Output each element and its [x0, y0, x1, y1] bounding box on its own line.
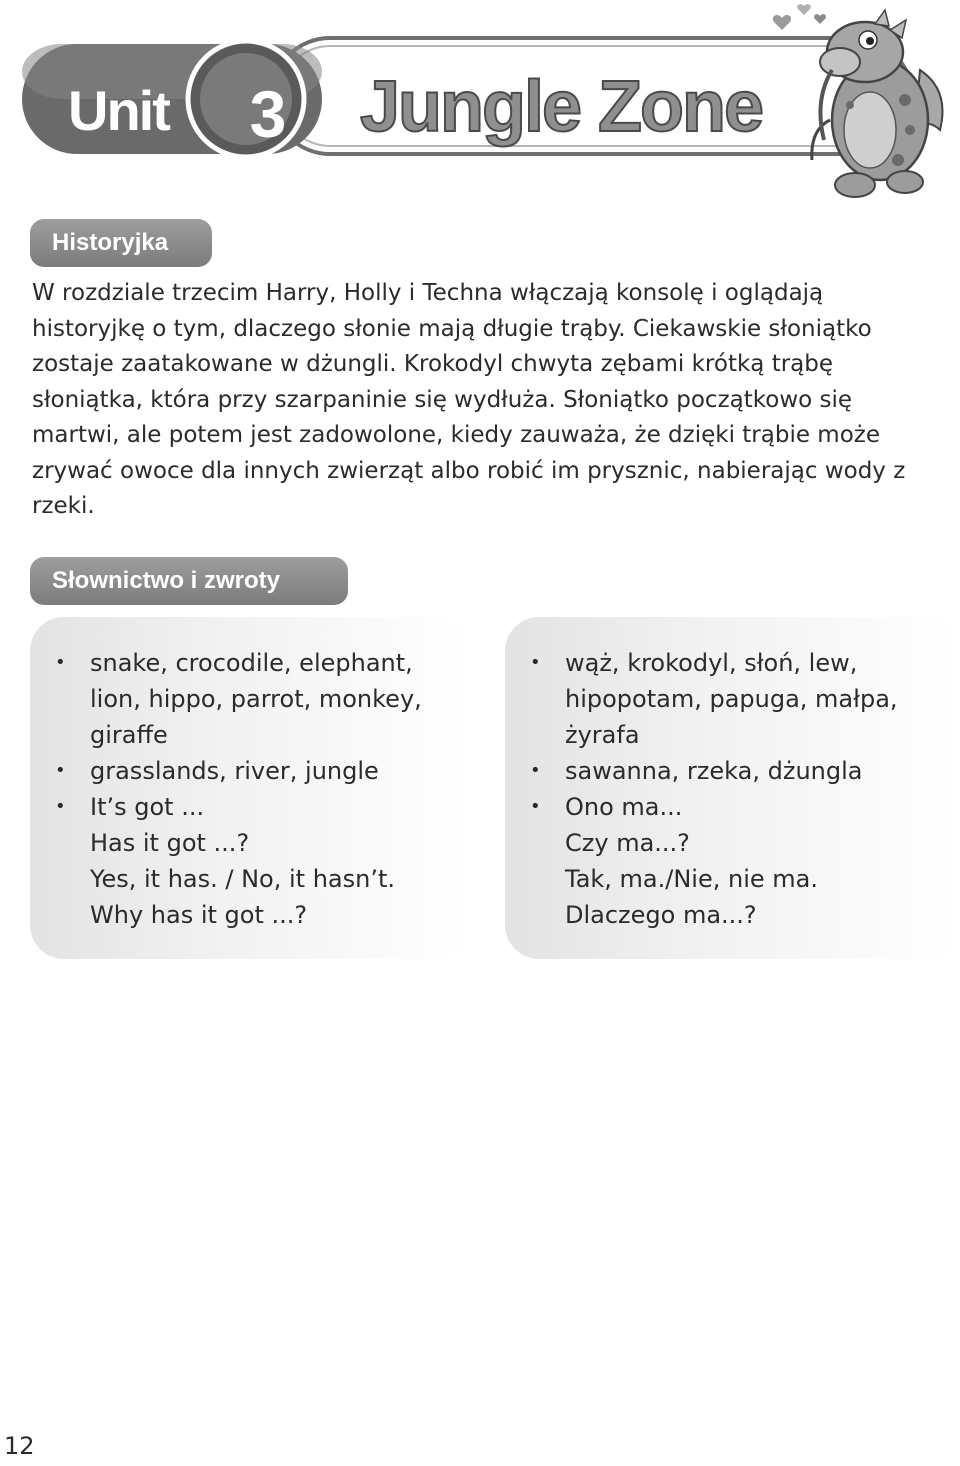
- bullet-icon: •: [55, 796, 66, 817]
- list-item: [505, 753, 960, 789]
- vocab-line: grasslands, river, jungle: [90, 757, 379, 785]
- vocab-line: lion, hippo, parrot, monkey,: [90, 685, 422, 713]
- bullet-icon: •: [530, 760, 541, 781]
- bullet-icon: •: [55, 652, 66, 673]
- unit-number: 3: [249, 77, 287, 151]
- list-item: [30, 645, 470, 753]
- vocab-line: żyrafa: [565, 721, 640, 749]
- unit-label: Unit: [68, 79, 169, 142]
- bullet-icon: •: [530, 796, 541, 817]
- vocabulary-box-polish: [505, 617, 960, 959]
- vocabulary-box-english: [30, 617, 470, 959]
- list-item: [30, 789, 470, 933]
- vocabulary-list-polish: [505, 645, 960, 933]
- vocab-line: giraffe: [90, 721, 168, 749]
- vocab-line: Czy ma...?: [565, 829, 690, 857]
- section-label-vocabulary: Słownictwo i zwroty: [30, 557, 348, 605]
- vocab-line: snake, crocodile, elephant,: [90, 649, 413, 677]
- vocab-line: sawanna, rzeka, dżungla: [565, 757, 863, 785]
- vocab-line: Has it got ...?: [90, 829, 250, 857]
- list-item: [30, 753, 470, 789]
- list-item: [505, 789, 960, 933]
- vocab-line: Tak, ma./Nie, nie ma.: [565, 865, 818, 893]
- page-number: 12: [4, 1432, 35, 1460]
- vocabulary-list-english: [30, 645, 470, 933]
- bullet-icon: •: [530, 652, 541, 673]
- dragon-mascot-icon: [770, 0, 950, 210]
- vocab-line: It’s got ...: [90, 793, 205, 821]
- story-paragraph: W rozdziale trzecim Harry, Holly i Techna włączają konsolę i oglądają historyjkę o tym, dlaczego słonie mają długie trąby. Ciekawskie słoniątko zostaje zaatakowane w dżungli. Krokodyl chwyta zębami krótką trąbę słoniątka, która przy szarpaninie się wydłuża. Słoniątko początkowo się martwi, ale potem jest zadowolone, kiedy zauważa, że dzięki trąbie może zrywać owoce dla innych zwierząt albo robić im prysznic, nabierając wody z rzeki.: [32, 280, 906, 519]
- vocab-line: Yes, it has. / No, it hasn’t.: [90, 865, 396, 893]
- section-label-story: Historyjka: [30, 219, 212, 267]
- vocab-line: wąż, krokodyl, słoń, lew,: [565, 649, 858, 677]
- bullet-icon: •: [55, 760, 66, 781]
- vocab-line: Ono ma...: [565, 793, 683, 821]
- vocab-line: hipopotam, papuga, małpa,: [565, 685, 898, 713]
- unit-title: Jungle Zone: [360, 67, 763, 147]
- list-item: [505, 645, 960, 753]
- vocab-line: Why has it got ...?: [90, 901, 308, 929]
- vocab-line: Dlaczego ma...?: [565, 901, 757, 929]
